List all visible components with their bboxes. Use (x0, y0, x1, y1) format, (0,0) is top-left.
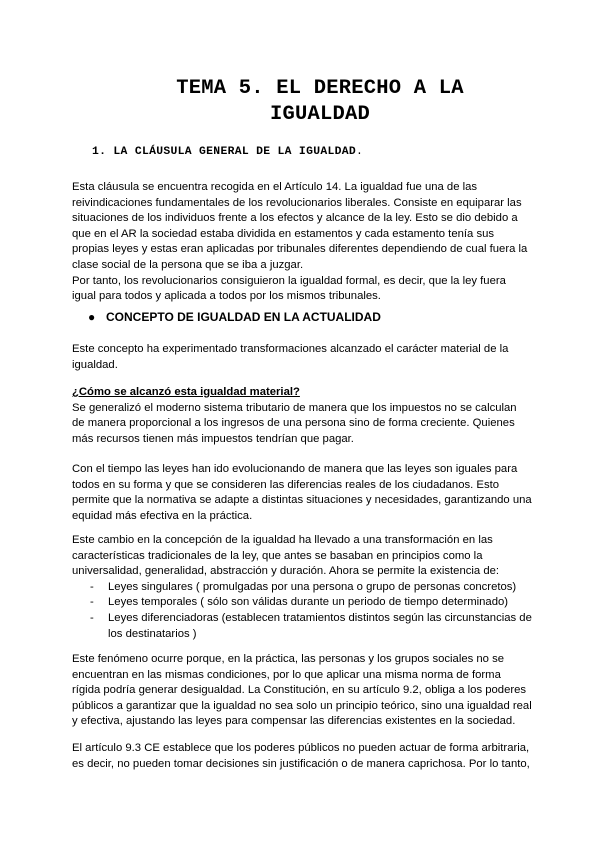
list-item: - Leyes singulares ( promulgadas por una persona o grupo de personas concretos) (72, 580, 532, 596)
concept-heading-text: CONCEPTO DE IGUALDAD EN LA ACTUALIDAD (106, 310, 381, 324)
paragraph-law-change (72, 533, 532, 642)
question-heading: ¿Cómo se alcanzó esta igualdad material? (72, 386, 300, 398)
section-heading-text: 1. LA CLÁUSULA GENERAL DE LA IGUALDAD (92, 146, 357, 158)
bullet-icon: ● (88, 310, 96, 324)
paragraph-law-change-text: Este cambio en la concepción de la igualdad ha llevado a una transformación en las características tradicionales de la ley, que antes se basaban en principios como la universalidad, generalidad, abstracción y duración. Ahora se permite la existencia de: (72, 534, 500, 578)
page-title-line-2: IGUALDAD (269, 103, 371, 126)
list-item: - Leyes diferenciadoras (establecen tratamientos distintos según las circunstancias de los destinatarios ) (72, 611, 532, 642)
paragraph-tax-answer: Se generalizó el moderno sistema tributario de manera que los impuestos no se calculan de manera proporcional a los ingresos de una persona sino de forma creciente. Quienes más recursos tienen más impuestos tendrían que pagar. (72, 401, 517, 445)
list-item: - Leyes temporales ( sólo son válidas durante un periodo de tiempo determinado) (72, 595, 532, 611)
section-heading-period: . (356, 146, 364, 158)
section-heading (92, 146, 363, 158)
paragraph-laws-evolution: Con el tiempo las leyes han ido evolucionando de manera que las leyes son iguales para todos en su forma y que se consideren las diferencias reales de los ciudadanos. Esto permite que la normativa se adapte a distintas situaciones y necesidades, garantizando una equidad más efectiva en la práctica. (72, 463, 532, 522)
paragraph-formal-equality: Por tanto, los revolucionarios consiguieron la igualdad formal, es decir, que la ley fuera igual para todos y aplicada a todos por los mismos tribunales. (72, 274, 506, 303)
paragraph-concept-intro: Este concepto ha experimentado transformaciones alcanzado el carácter material de la igualdad. (72, 343, 509, 371)
paragraph-phenomenon: Este fenómeno ocurre porque, en la práctica, las personas y los grupos sociales no se encuentran en las mismas condiciones, por lo que aplicar una misma norma de forma rígida podría generar desigualdad. La Constitución, en su artículo 9.2, obliga a los poderes públicos a garantizar que la igualdad no sea solo un principio teórico, sino una igualdad real y efectiva, ajustando las leyes para compensar las diferencias existentes en la sociedad. (72, 653, 532, 728)
page-title-line-1: TEMA 5. EL DERECHO A LA (176, 77, 464, 100)
law-types-list (72, 580, 532, 642)
question-block (72, 385, 532, 447)
paragraph-clause (72, 180, 532, 305)
paragraph-article-93: El artículo 9.3 CE establece que los poderes públicos no pueden actuar de forma arbitraria, es decir, no pueden tomar decisiones sin justificación o de manera caprichosa. Por lo tanto, (72, 742, 530, 770)
paragraph-clause-text: Esta cláusula se encuentra recogida en el Artículo 14. La igualdad fue una de las reivindicaciones fundamentales de los revolucionarios liberales. Consiste en equiparar las situaciones de los individuos frente a los efectos y alcance de la ley. Esto se dio debido a que en el AR la sociedad estaba dividida en estamentos y cada estamento tenía sus propias leyes y estas eran aplicadas por tribunales diferentes dependiendo de cual fuera la clase social de la persona que se iba a juzgar. (72, 181, 528, 271)
concept-heading (88, 310, 381, 324)
